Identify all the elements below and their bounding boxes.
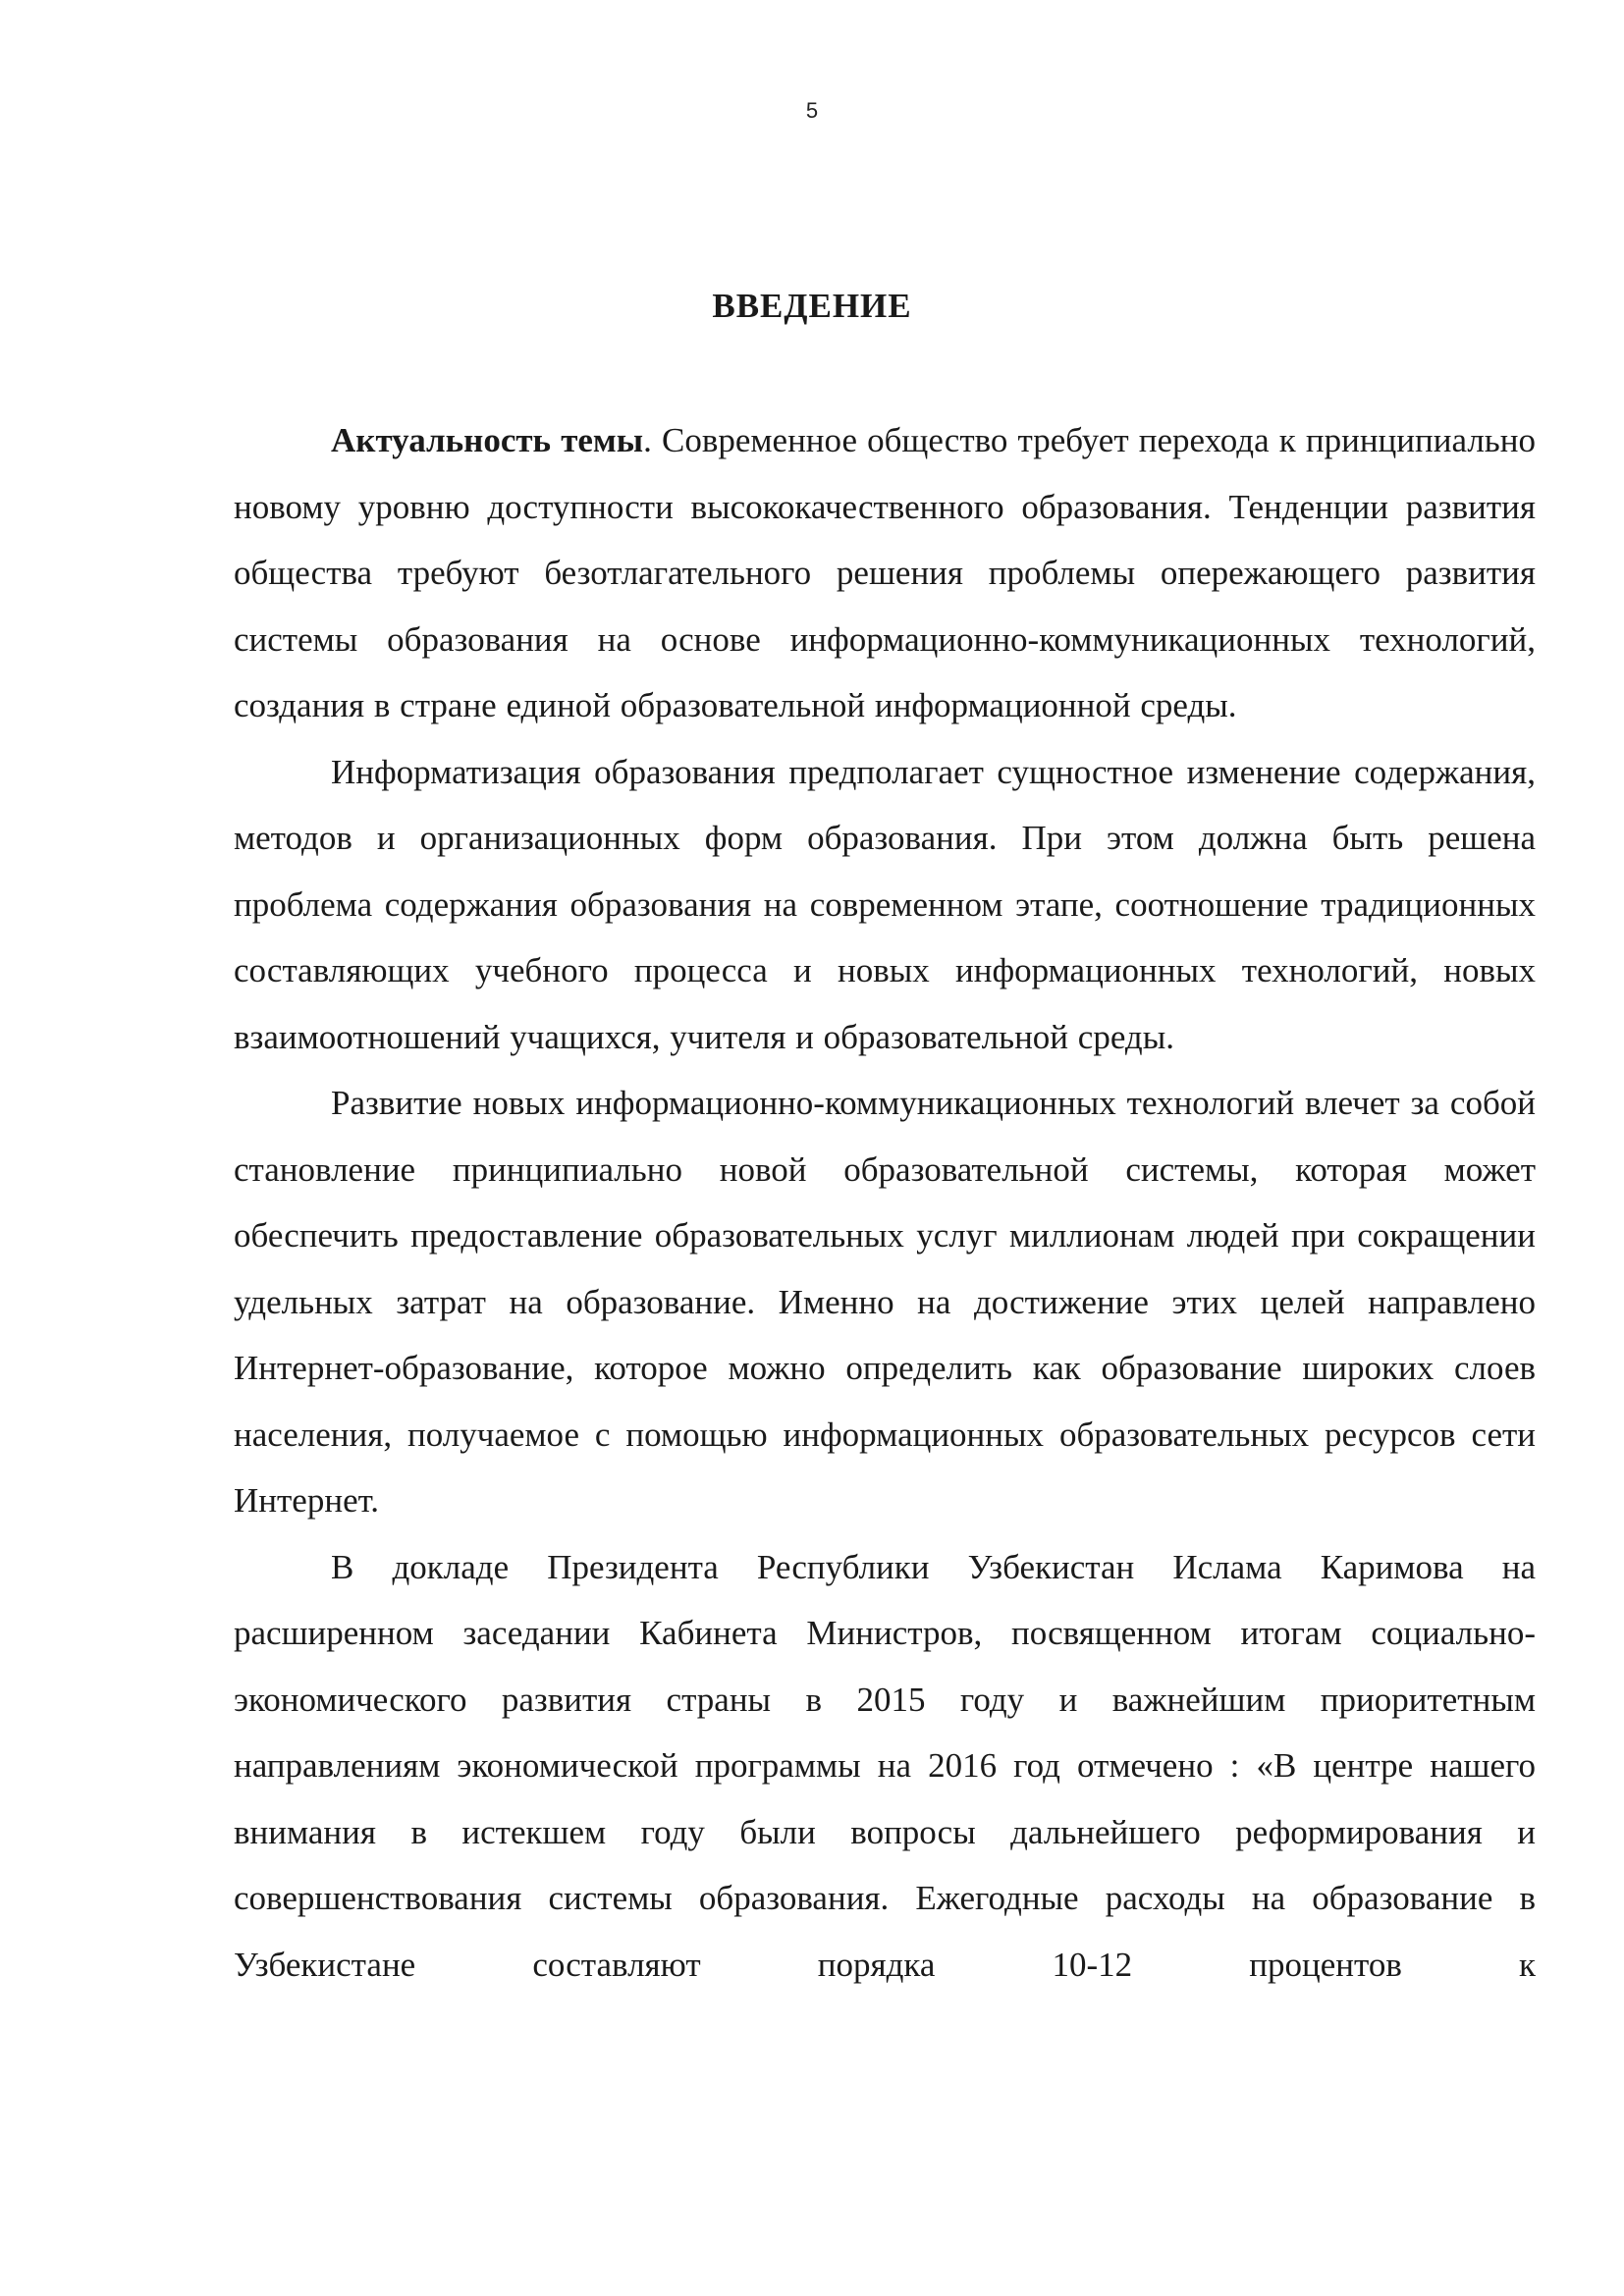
paragraph-internet-education: Развитие новых информационно-коммуникационных технологий влечет за собой становление принципиально новой образовательной системы, которая может обеспечить предоставление образовательных услуг миллионам людей при сокращении удельных затрат на образование. Именно на достижение этих целей направлено Интернет-образование, которое можно определить как образование широких слоев населения, получаемое с помощью информационных образовательных ресурсов сети Интернет. [234,1084,1536,1520]
paragraph-informatization: Информатизация образования предполагает сущностное изменение содержания, методов и организационных форм образования. При этом должна быть решена проблема содержания образования на современном этапе, соотношение традиционных составляющих учебного процесса и новых информационных технологий, новых взаимоотношений учащихся, учителя и образовательной среды. [234,752,1536,1056]
document-body [234,407,1536,1998]
section-heading: ВВЕДЕНИЕ [712,287,912,325]
page-number: 5 [805,98,819,123]
paragraph-president-report: В докладе Президента Республики Узбекистан Ислама Каримова на расширенном заседании Кабинета Министров, посвященном итогам социально-экономического развития страны в 2015 году и важнейшим приоритетным направлениям экономической программы на 2016 год отмечено : «В центре нашего внимания в истекшем году были вопросы дальнейшего реформирования и совершенствования системы образования. Ежегодные расходы на образование в Узбекистане составляют порядка 10-12 процентов к [234,1547,1536,1984]
paragraph-text: . Современное общество требует перехода к принципиально новому уровню доступности высококачественного образования. Тенденции развития общества требуют безотлагательного решения проблемы опережающего развития системы образования на основе информационно-коммуникационных технологий, создания в стране единой образовательной информационной среды. [234,421,1536,724]
paragraph-lead-term: Актуальность темы [331,421,644,459]
paragraph-relevance [234,407,1536,739]
